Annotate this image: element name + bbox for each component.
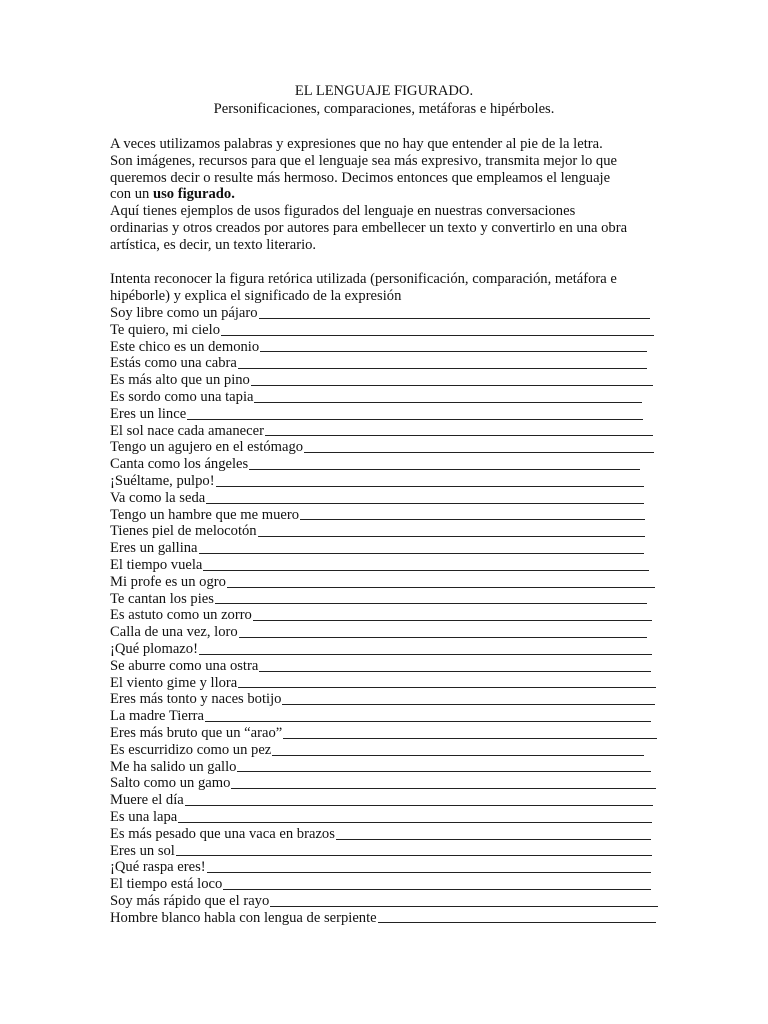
exercise-expression: Calla de una vez, loro [110, 624, 238, 641]
exercise-item [110, 691, 670, 708]
exercise-expression: Es más pesado que una vaca en brazos [110, 825, 335, 842]
exercise-item [110, 893, 670, 910]
exercise-expression: Te cantan los pies [110, 590, 214, 607]
exercise-expression: Soy más rápido que el rayo [110, 892, 270, 909]
exercise-expression: Tengo un agujero en el estómago [110, 439, 304, 456]
exercise-expression: Me ha salido un gallo [110, 758, 237, 775]
exercise-item [110, 742, 670, 759]
instructions-paragraph [110, 271, 670, 305]
exercise-expression: Te quiero, mi cielo [110, 321, 221, 338]
exercise-expression: La madre Tierra [110, 708, 205, 725]
exercise-item [110, 675, 670, 692]
exercise-item [110, 591, 670, 608]
exercise-expression: Soy libre como un pájaro [110, 305, 258, 321]
exercise-item [110, 708, 670, 725]
exercise-expression: ¡Suéltame, pulpo! [110, 472, 215, 489]
exercise-expression: Eres un gallina [110, 540, 198, 557]
title-block [0, 82, 768, 118]
intro-line: queremos decir o resulte más hermoso. Decimos entonces que empleamos el lenguaje [110, 169, 611, 186]
exercise-expression: Es sordo como una tapia [110, 388, 254, 405]
exercise-item [110, 910, 670, 927]
exercise-item [110, 859, 670, 876]
answer-blank-line [110, 419, 643, 420]
intro-paragraph [110, 136, 670, 254]
instructions-line: Intenta reconocer la figura retórica utilizada (personificación, comparación, metáfora e [110, 271, 617, 287]
exercise-expression: Este chico es un demonio [110, 338, 260, 355]
exercise-expression: Muere el día [110, 792, 184, 809]
exercise-expression: Eres un lince [110, 405, 187, 422]
instructions-line: hipéborle) y explica el significado de la expresión [110, 287, 402, 304]
intro-line-prefix: con un [110, 186, 153, 203]
answer-blank-line [110, 805, 653, 806]
exercise-expression: El sol nace cada amanecer [110, 422, 264, 439]
intro-line: Aquí tienes ejemplos de usos figurados del lenguaje en nuestras conversaciones [110, 203, 576, 220]
exercise-expression: Salto como un gamo [110, 775, 231, 792]
exercise-item [110, 339, 670, 356]
exercise-item [110, 389, 670, 406]
exercise-expression: Tienes piel de melocotón [110, 523, 257, 540]
exercise-item [110, 809, 670, 826]
exercise-expression: Tengo un hambre que me muero [110, 506, 300, 523]
exercise-item [110, 557, 670, 574]
exercise-expression: Eres un sol [110, 842, 175, 859]
exercise-item [110, 439, 670, 456]
exercise-expression: Va como la seda [110, 489, 206, 506]
exercise-item [110, 423, 670, 440]
exercise-item [110, 725, 670, 742]
intro-line [110, 186, 670, 203]
intro-line: artística, es decir, un texto literario. [110, 236, 317, 253]
exercise-expression: Hombre blanco habla con lengua de serpiente [110, 909, 377, 926]
exercise-expression: Canta como los ángeles [110, 456, 249, 473]
exercise-item [110, 658, 670, 675]
exercise-expression: Estás como una cabra [110, 355, 237, 372]
exercise-expression: Es astuto como un zorro [110, 607, 252, 624]
exercise-item [110, 355, 670, 372]
exercise-item [110, 372, 670, 389]
exercise-expression: El viento gime y llora [110, 674, 238, 691]
exercise-expression: Eres más bruto que un “arao” [110, 724, 283, 741]
document-title: EL LENGUAJE FIGURADO. [294, 83, 474, 99]
exercise-expression: El tiempo está loco [110, 876, 223, 893]
exercise-expression: Eres más tonto y naces botijo [110, 691, 282, 708]
exercise-expression: Se aburre como una ostra [110, 657, 259, 674]
exercise-item [110, 305, 670, 322]
exercise-item [110, 507, 670, 524]
exercise-item [110, 876, 670, 893]
intro-line: ordinarias y otros creados por autores para embellecer un texto y convertirlo en una obra [110, 219, 628, 236]
intro-line: Son imágenes, recursos para que el lenguaje sea más expresivo, transmita mejor lo que [110, 152, 617, 169]
exercise-item [110, 843, 670, 860]
exercise-item [110, 641, 670, 658]
exercise-item [110, 607, 670, 624]
exercise-item [110, 826, 670, 843]
exercise-item [110, 322, 670, 339]
exercise-item [110, 574, 670, 591]
exercise-item [110, 775, 670, 792]
exercise-item [110, 456, 670, 473]
document-subtitle: Personificaciones, comparaciones, metáforas e hipérboles. [213, 101, 555, 117]
exercise-list [110, 305, 670, 926]
exercise-item [110, 540, 670, 557]
exercise-expression: Es más alto que un pino [110, 372, 250, 389]
exercise-item [110, 792, 670, 809]
exercise-item [110, 406, 670, 423]
intro-line: A veces utilizamos palabras y expresiones que no hay que entender al pie de la letra. [110, 136, 603, 152]
exercise-expression: Mi profe es un ogro [110, 573, 226, 590]
exercise-expression: Es escurridizo como un pez [110, 741, 272, 758]
exercise-item [110, 473, 670, 490]
exercise-item [110, 490, 670, 507]
exercise-expression: El tiempo vuela [110, 556, 203, 573]
intro-bold-term: uso figurado. [152, 186, 235, 203]
exercise-item [110, 523, 670, 540]
exercise-expression: Es una lapa [110, 808, 178, 825]
exercise-expression: ¡Qué raspa eres! [110, 859, 206, 876]
answer-blank-line [110, 855, 652, 856]
exercise-expression: ¡Qué plomazo! [110, 640, 198, 657]
exercise-item [110, 759, 670, 776]
answer-blank-line [110, 822, 652, 823]
exercise-item [110, 624, 670, 641]
